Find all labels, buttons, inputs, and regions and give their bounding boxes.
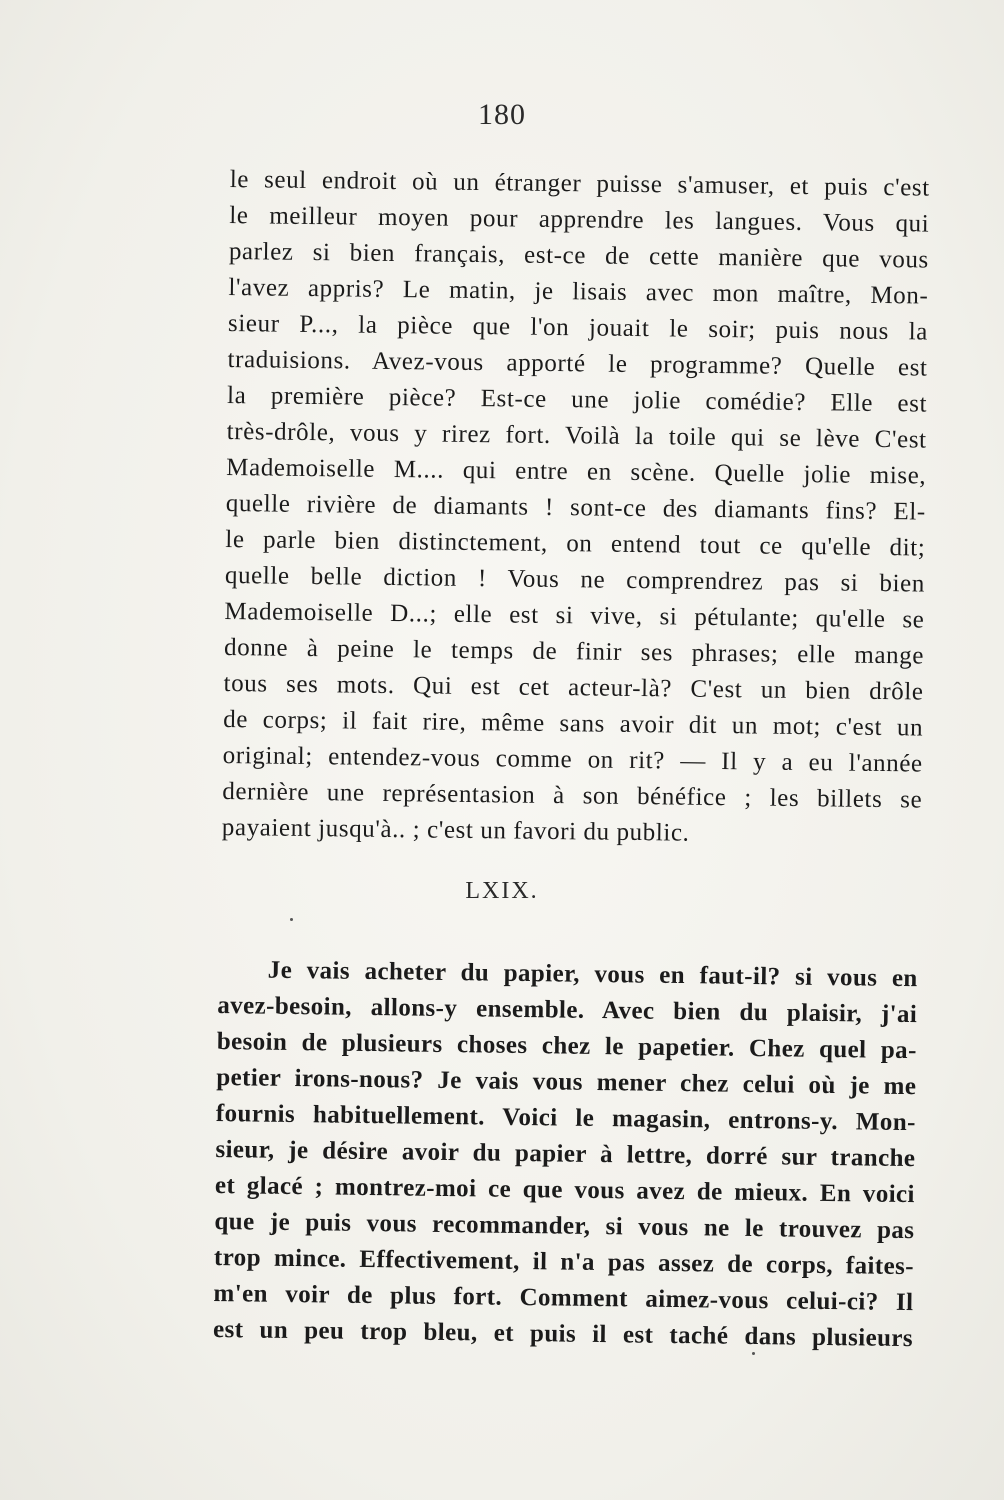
text-line: payaient jusqu'à.. ; c'est un favori du public. (221, 813, 690, 847)
text-line: dernière une représentasion à son bénéfice ; les billets se (222, 777, 923, 814)
text-line: est un peu trop bleu, et puis il est taché dans plusieurs (212, 1315, 914, 1353)
text-line: fournis habituellement. Voici le magasin, entrons-y. Mon- (215, 1099, 917, 1137)
text-line: avez-besoin, allons-y ensemble. Avec bien du plaisir, j'ai (217, 991, 918, 1029)
text-line: original; entendez-vous comme on rit? — Il y a eu l'année (222, 741, 923, 778)
text-line: la première pièce? Est-ce une jolie comédie? Elle est (226, 381, 928, 418)
text-line: Mademoiselle M.... qui entre en scène. Quelle jolie mise, (226, 453, 927, 490)
text-line: sieur P..., la pièce que l'on jouait le soir; puis nous la (227, 309, 929, 346)
text-line: parlez si bien français, est-ce de cette manière que vous (228, 237, 930, 274)
text-line: l'avez appris? Le matin, je lisais avec mon maître, Mon- (228, 273, 929, 310)
text-line: donne à peine le temps de finir ses phrases; elle mange (223, 633, 925, 670)
text-line: quelle belle diction ! Vous ne comprendrez pas si bien (224, 561, 926, 598)
text-line: trop mince. Effectivement, il n'a pas assez de corps, faites- (213, 1243, 915, 1281)
section-heading: LXIX. (465, 878, 539, 904)
text-line: tous ses mots. Qui est cet acteur-là? C'est un bien drôle (223, 669, 924, 706)
text-line: quelle rivière de diamants ! sont-ce des diamants fins? El- (225, 489, 926, 526)
text-line: Mademoiselle D...; elle est si vive, si pétulante; qu'elle se (224, 597, 925, 634)
paragraph-papetier (213, 952, 918, 1357)
text-line: petier irons-nous? Je vais vous mener chez celui où je me (216, 1063, 917, 1101)
text-line: Je vais acheter du papier, vous en faut-il? si vous en (267, 956, 918, 993)
text-line: le parle bien distinctement, on entend tout ce qu'elle dit; (225, 525, 926, 562)
text-line: m'en voir de plus fort. Comment aimez-vous celui-ci? Il (213, 1279, 914, 1317)
text-line: traduisions. Avez-vous apporté le programme? Quelle est (227, 345, 928, 382)
text-line: de corps; il fait rire, même sans avoir dit un mot; c'est un (223, 705, 924, 742)
text-line: que je puis vous recommander, si vous ne le trouvez pas (214, 1207, 915, 1245)
text-line: très-drôle, vous y rirez fort. Voilà la toile qui se lève C'est (226, 417, 927, 454)
page-number: 180 (478, 98, 526, 131)
paragraph-theatre (222, 162, 930, 855)
text-line: le meilleur moyen pour apprendre les langues. Vous qui (229, 201, 930, 238)
text-line: le seul endroit où un étranger puisse s'amuser, et puis c'est (229, 165, 930, 202)
print-speck (752, 1352, 755, 1355)
text-line: besoin de plusieurs choses chez le papetier. Chez quel pa- (216, 1027, 917, 1065)
text-line: et glacé ; montrez-moi ce que vous avez de mieux. En voici (214, 1171, 916, 1209)
print-speck (290, 918, 293, 921)
text-line: sieur, je désire avoir du papier à lettre, dorré sur tranche (215, 1135, 916, 1173)
